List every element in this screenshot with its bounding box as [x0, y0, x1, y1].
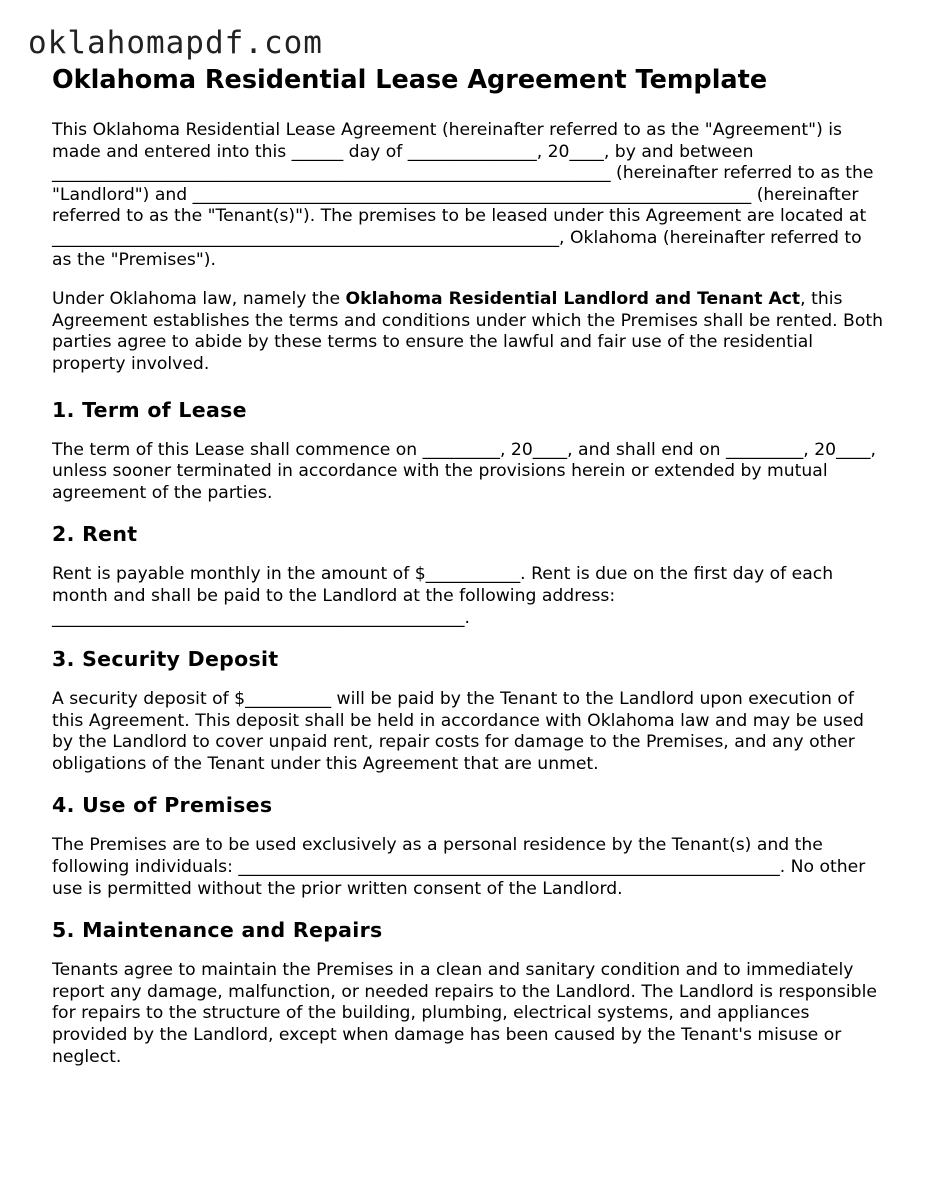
- section-body-maintenance: Tenants agree to maintain the Premises in a clean and sanitary condition and to immediately report any damage, malfunction, or needed repairs to the Landlord. The Landlord is responsible for repairs to the structure of the building, plumbing, electrical systems, and appliances provided by the Landlord, except when damage has been caused by the Tenant's misuse or neglect.: [52, 960, 877, 1067]
- document-title: Oklahoma Residential Lease Agreement Template: [52, 65, 768, 95]
- law-text-before: Under Oklahoma law, namely the: [52, 289, 346, 310]
- site-watermark: oklahomapdf.com: [28, 25, 323, 61]
- section-heading-maintenance: 5. Maintenance and Repairs: [52, 918, 383, 943]
- section-heading-use-of-premises: 4. Use of Premises: [52, 793, 273, 818]
- section-body-term: The term of this Lease shall commence on _________, 20____, and shall end on _________, 20____, unless sooner terminated in accordance with the provisions herein or extended by mutual agreement of the parties.: [52, 439, 876, 503]
- section-heading-term: 1. Term of Lease: [52, 397, 247, 422]
- law-text-after: , this Agreement establishes the terms and conditions under which the Premises shall be rented. Both parties agree to abide by these terms to ensure the lawful and fair use of the residential property involved.: [52, 289, 883, 374]
- section-body-rent: Rent is payable monthly in the amount of $___________. Rent is due on the first day of each month and shall be paid to the Landlord at the following address: ________________________________________________.: [52, 564, 834, 628]
- section-heading-rent: 2. Rent: [52, 522, 138, 547]
- law-paragraph: [52, 289, 884, 375]
- section-heading-security-deposit: 3. Security Deposit: [52, 647, 279, 672]
- section-body-use-of-premises: The Premises are to be used exclusively as a personal residence by the Tenant(s) and the following individuals: _______________________________________________________________. No other use is permitted without the prior written consent of the Landlord.: [52, 835, 866, 899]
- intro-paragraph: This Oklahoma Residential Lease Agreement (hereinafter referred to as the "Agreement") is made and entered into this ______ day of _______________, 20____, by and between _________________________________________________________________ (hereinafter referred to as the "Landlord") and _________________________________________________________________ (hereinafter referred to as the "Tenant(s)"). The premises to be leased under this Agreement are located at ___________________________________________________________, Oklahoma (hereinafter referred to as the "Premises").: [52, 120, 874, 270]
- section-body-security-deposit: A security deposit of $__________ will be paid by the Tenant to the Landlord upon execution of this Agreement. This deposit shall be held in accordance with Oklahoma law and may be used by the Landlord to cover unpaid rent, repair costs for damage to the Premises, and any other obligations of the Tenant under this Agreement that are unmet.: [52, 689, 864, 774]
- document-page: [52, 62, 884, 1068]
- act-name: Oklahoma Residential Landlord and Tenant Act: [345, 289, 801, 310]
